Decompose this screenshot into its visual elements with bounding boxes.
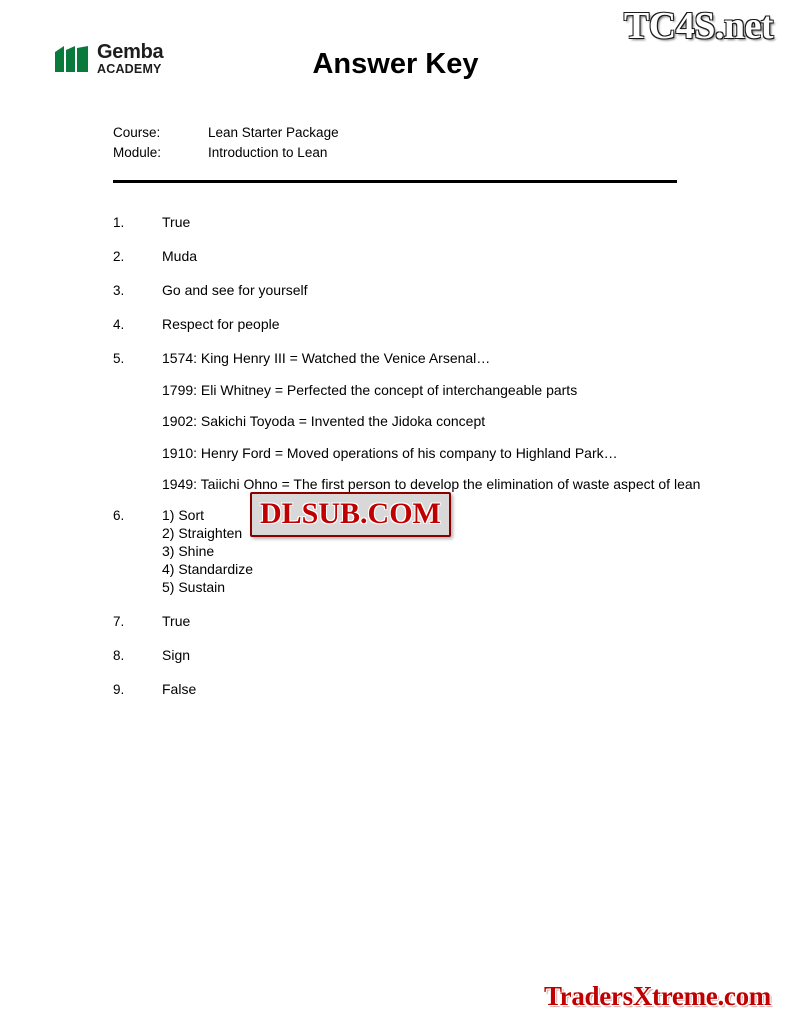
answer-number: 9. — [113, 682, 125, 697]
answer-number: 2. — [113, 249, 125, 264]
answer-list-item: 5) Sustain — [162, 579, 226, 595]
answer-item — [113, 612, 713, 630]
meta-row-module — [113, 143, 339, 163]
logo-secondary-text: ACADEMY — [97, 62, 162, 76]
answer-line: 1574: King Henry III = Watched the Venice Arsenal… — [162, 350, 491, 366]
answer-item — [113, 281, 713, 299]
watermark-bottom-right: TradersXtreme.com — [543, 981, 771, 1011]
document-meta — [113, 123, 339, 163]
answer-text: True — [162, 214, 191, 230]
answer-item — [113, 247, 713, 265]
answer-list-item: 4) Standardize — [162, 561, 254, 577]
module-value: Introduction to Lean — [208, 145, 328, 160]
answer-item — [113, 646, 713, 664]
logo-primary-text: Gemba — [97, 41, 164, 63]
answer-number: 3. — [113, 283, 125, 298]
answer-number: 8. — [113, 648, 125, 663]
answer-number: 6. — [113, 508, 125, 523]
answer-text-multiline — [162, 349, 700, 493]
answer-sublist — [162, 506, 253, 596]
answer-number: 1. — [113, 215, 125, 230]
answer-item — [113, 213, 713, 231]
answer-line: 1910: Henry Ford = Moved operations of his company to Highland Park… — [162, 444, 618, 461]
answer-number: 4. — [113, 317, 125, 332]
answer-text: Go and see for yourself — [162, 282, 308, 298]
watermark-top-right: TC4S.net — [623, 5, 773, 47]
answer-list — [113, 213, 713, 712]
course-label: Course: — [113, 125, 161, 140]
answer-item — [113, 680, 713, 698]
answer-line: 1799: Eli Whitney = Perfected the concept of interchangeable parts — [162, 381, 578, 398]
meta-row-course — [113, 123, 339, 143]
course-value: Lean Starter Package — [208, 125, 339, 140]
page-title: Answer Key — [312, 48, 479, 80]
answer-text: False — [162, 681, 197, 697]
answer-item — [113, 349, 713, 493]
answer-list-item: 1) Sort — [162, 507, 205, 523]
answer-text: True — [162, 613, 191, 629]
answer-list-item: 2) Straighten — [162, 525, 243, 541]
answer-text: Muda — [162, 248, 198, 264]
answer-line: 1949: Taiichi Ohno = The first person to develop the elimination of waste aspect of lean — [162, 476, 701, 492]
answer-number: 7. — [113, 614, 125, 629]
answer-text: Respect for people — [162, 316, 280, 332]
answer-line: 1902: Sakichi Toyoda = Invented the Jidoka concept — [162, 413, 486, 429]
header-divider — [113, 180, 677, 183]
answer-text: Sign — [162, 647, 191, 663]
watermark-center: DLSUB.COM — [250, 492, 451, 537]
answer-number: 5. — [113, 351, 125, 366]
module-label: Module: — [113, 145, 162, 160]
answer-item — [113, 315, 713, 333]
answer-list-item: 3) Shine — [162, 543, 215, 559]
